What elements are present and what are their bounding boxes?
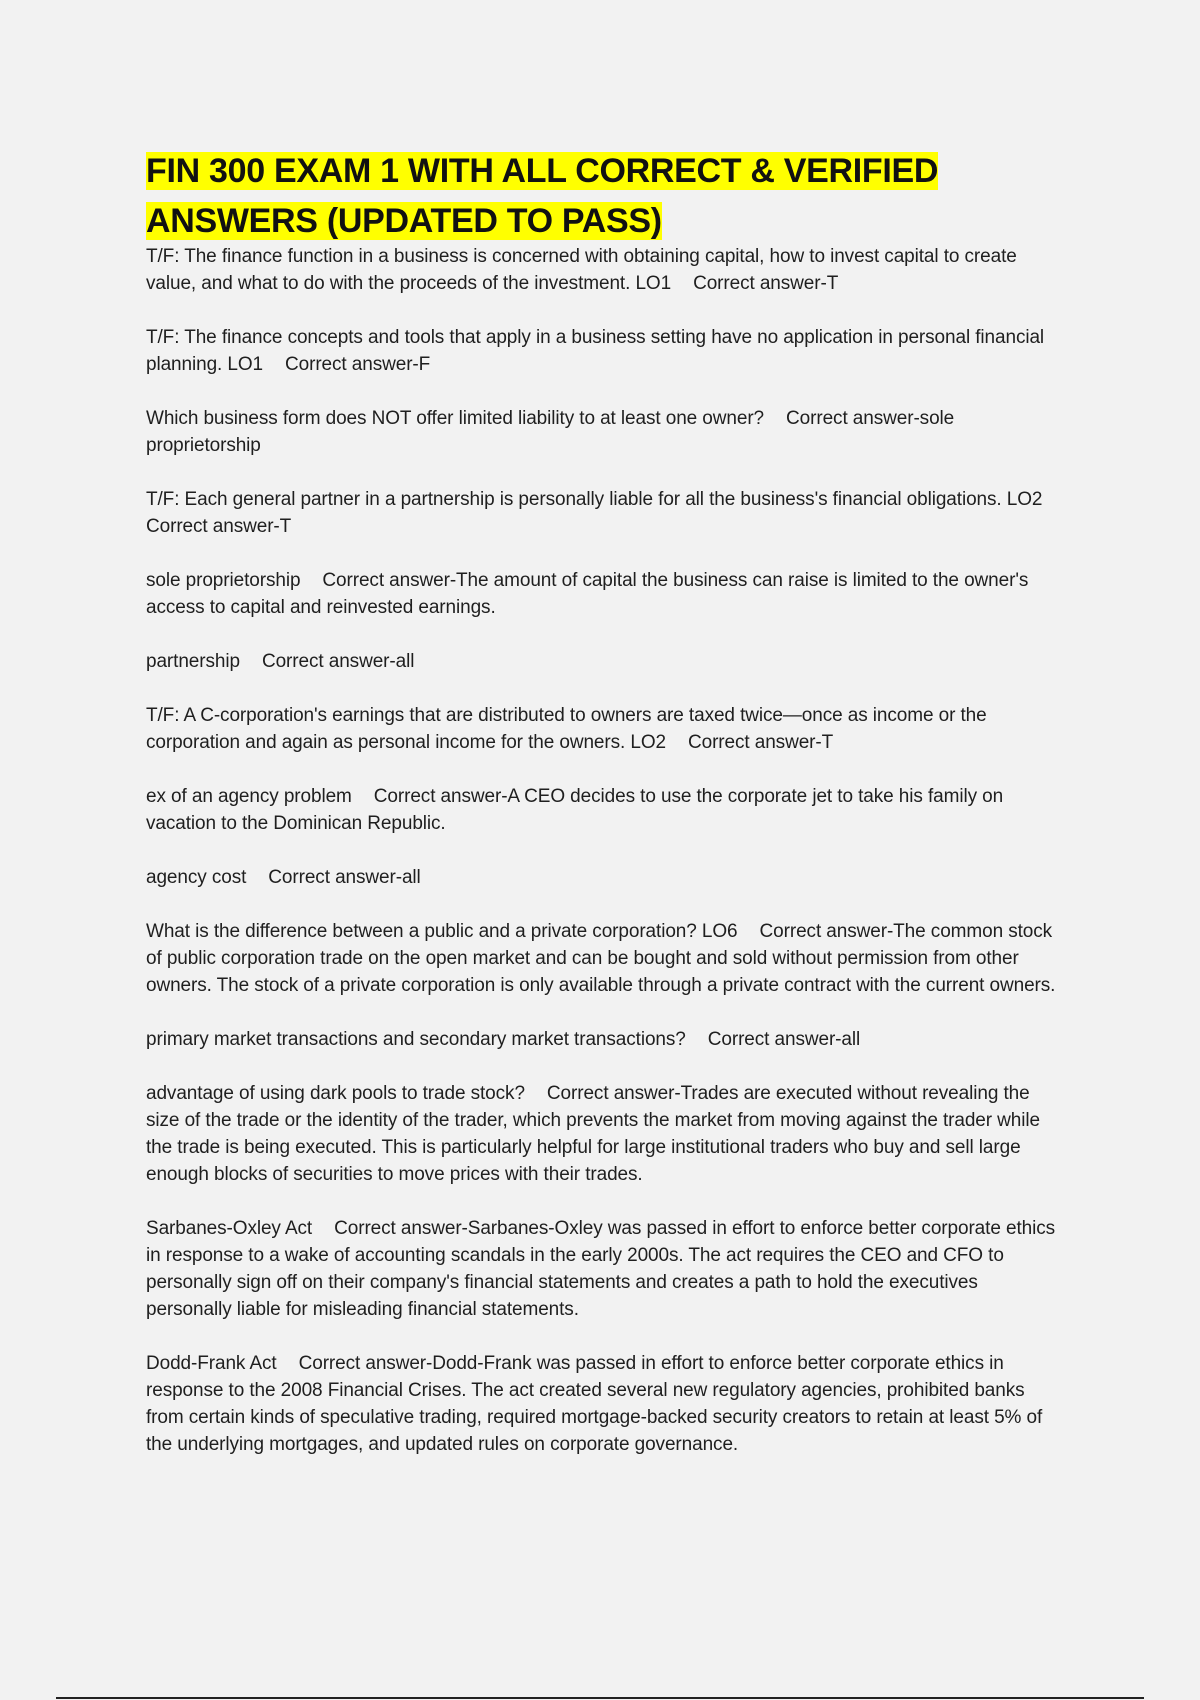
answer-text: Correct answer-The common stock of public corporation trade on the open market and can be bought and sold without permission from other owners. The stock of a private corporation is only available through a private contract with the current owners. xyxy=(146,921,1056,996)
qa-item xyxy=(146,405,1066,459)
answer-text: Correct answer-A CEO decides to use the corporate jet to take his family on vacation to the Dominican Republic. xyxy=(146,786,1004,834)
qa-item xyxy=(146,918,1066,999)
answer-text: Correct answer-T xyxy=(693,273,839,294)
question-text: Dodd-Frank Act xyxy=(146,1353,277,1374)
answer-text: Correct answer-T xyxy=(687,732,834,753)
document-title-text: FIN 300 EXAM 1 WITH ALL CORRECT & VERIFIED ANSWERS (UPDATED TO PASS) xyxy=(146,152,939,240)
question-text: agency cost xyxy=(146,867,247,888)
question-text: partnership xyxy=(146,651,240,672)
document-title xyxy=(146,146,1096,246)
answer-text: Correct answer-Dodd-Frank was passed in effort to enforce better corporate ethics in response to the 2008 Financial Crises. The act created several new regulatory agencies, prohibited banks from certain kinds of speculative trading, required mortgage-backed security creators to retain at least 5% of the underlying mortgages, and updated rules on corporate governance. xyxy=(146,1353,1043,1455)
qa-item xyxy=(146,1350,1066,1458)
question-text: advantage of using dark pools to trade stock? xyxy=(146,1083,525,1104)
answer-text: Correct answer-F xyxy=(285,354,431,375)
question-text: T/F: The finance function in a business is concerned with obtaining capital, how to invest capital to create value, and what to do with the proceeds of the investment. LO1 xyxy=(146,246,1017,294)
question-text: What is the difference between a public and a private corporation? LO6 xyxy=(146,921,738,942)
qa-item xyxy=(146,1215,1066,1323)
qa-item xyxy=(146,1080,1066,1188)
answer-text: Correct answer-The amount of capital the business can raise is limited to the owner's access to capital and reinvested earnings. xyxy=(146,570,1029,618)
answer-text: Correct answer-all xyxy=(261,651,415,672)
question-text: T/F: A C-corporation's earnings that are distributed to owners are taxed twice—once as income or the corporation and again as personal income for the owners. LO2 xyxy=(146,705,987,753)
qa-item xyxy=(146,648,1066,675)
answer-text: Correct answer-T xyxy=(146,516,292,537)
question-text: Which business form does NOT offer limited liability to at least one owner? xyxy=(146,408,765,429)
question-text: sole proprietorship xyxy=(146,570,301,591)
qa-item xyxy=(146,567,1066,621)
question-text: primary market transactions and secondary market transactions? xyxy=(146,1029,686,1050)
question-text: T/F: Each general partner in a partnership is personally liable for all the business's financial obligations. LO2 xyxy=(146,489,1043,510)
page-bottom-divider xyxy=(56,1697,1144,1699)
answer-text: Correct answer-all xyxy=(707,1029,861,1050)
qa-item xyxy=(146,486,1066,540)
qa-item xyxy=(146,702,1066,756)
answer-text: Correct answer-all xyxy=(268,867,421,888)
question-text: T/F: The finance concepts and tools that apply in a business setting have no application in personal financial planning. LO1 xyxy=(146,327,1045,375)
qa-item xyxy=(146,783,1066,837)
question-text: ex of an agency problem xyxy=(146,786,352,807)
qa-item xyxy=(146,324,1066,378)
question-text: Sarbanes-Oxley Act xyxy=(146,1218,313,1239)
answer-text: Correct answer-sole proprietorship xyxy=(146,408,955,456)
qa-list xyxy=(146,243,1066,1485)
answer-text: Correct answer-Sarbanes-Oxley was passed in effort to enforce better corporate ethics in response to a wake of accounting scandals in the early 2000s. The act requires the CEO and CFO to personally sign off on their company's financial statements and creates a path to hold the executives personally liable for misleading financial statements. xyxy=(146,1218,1056,1320)
qa-item xyxy=(146,864,1066,891)
qa-item xyxy=(146,1026,1066,1053)
qa-item xyxy=(146,243,1066,297)
answer-text: Correct answer-Trades are executed without revealing the size of the trade or the identity of the trader, which prevents the market from moving against the trader while the trade is being executed. This is particularly helpful for large institutional traders who buy and sell large enough blocks of securities to move prices with their trades. xyxy=(146,1083,1040,1185)
